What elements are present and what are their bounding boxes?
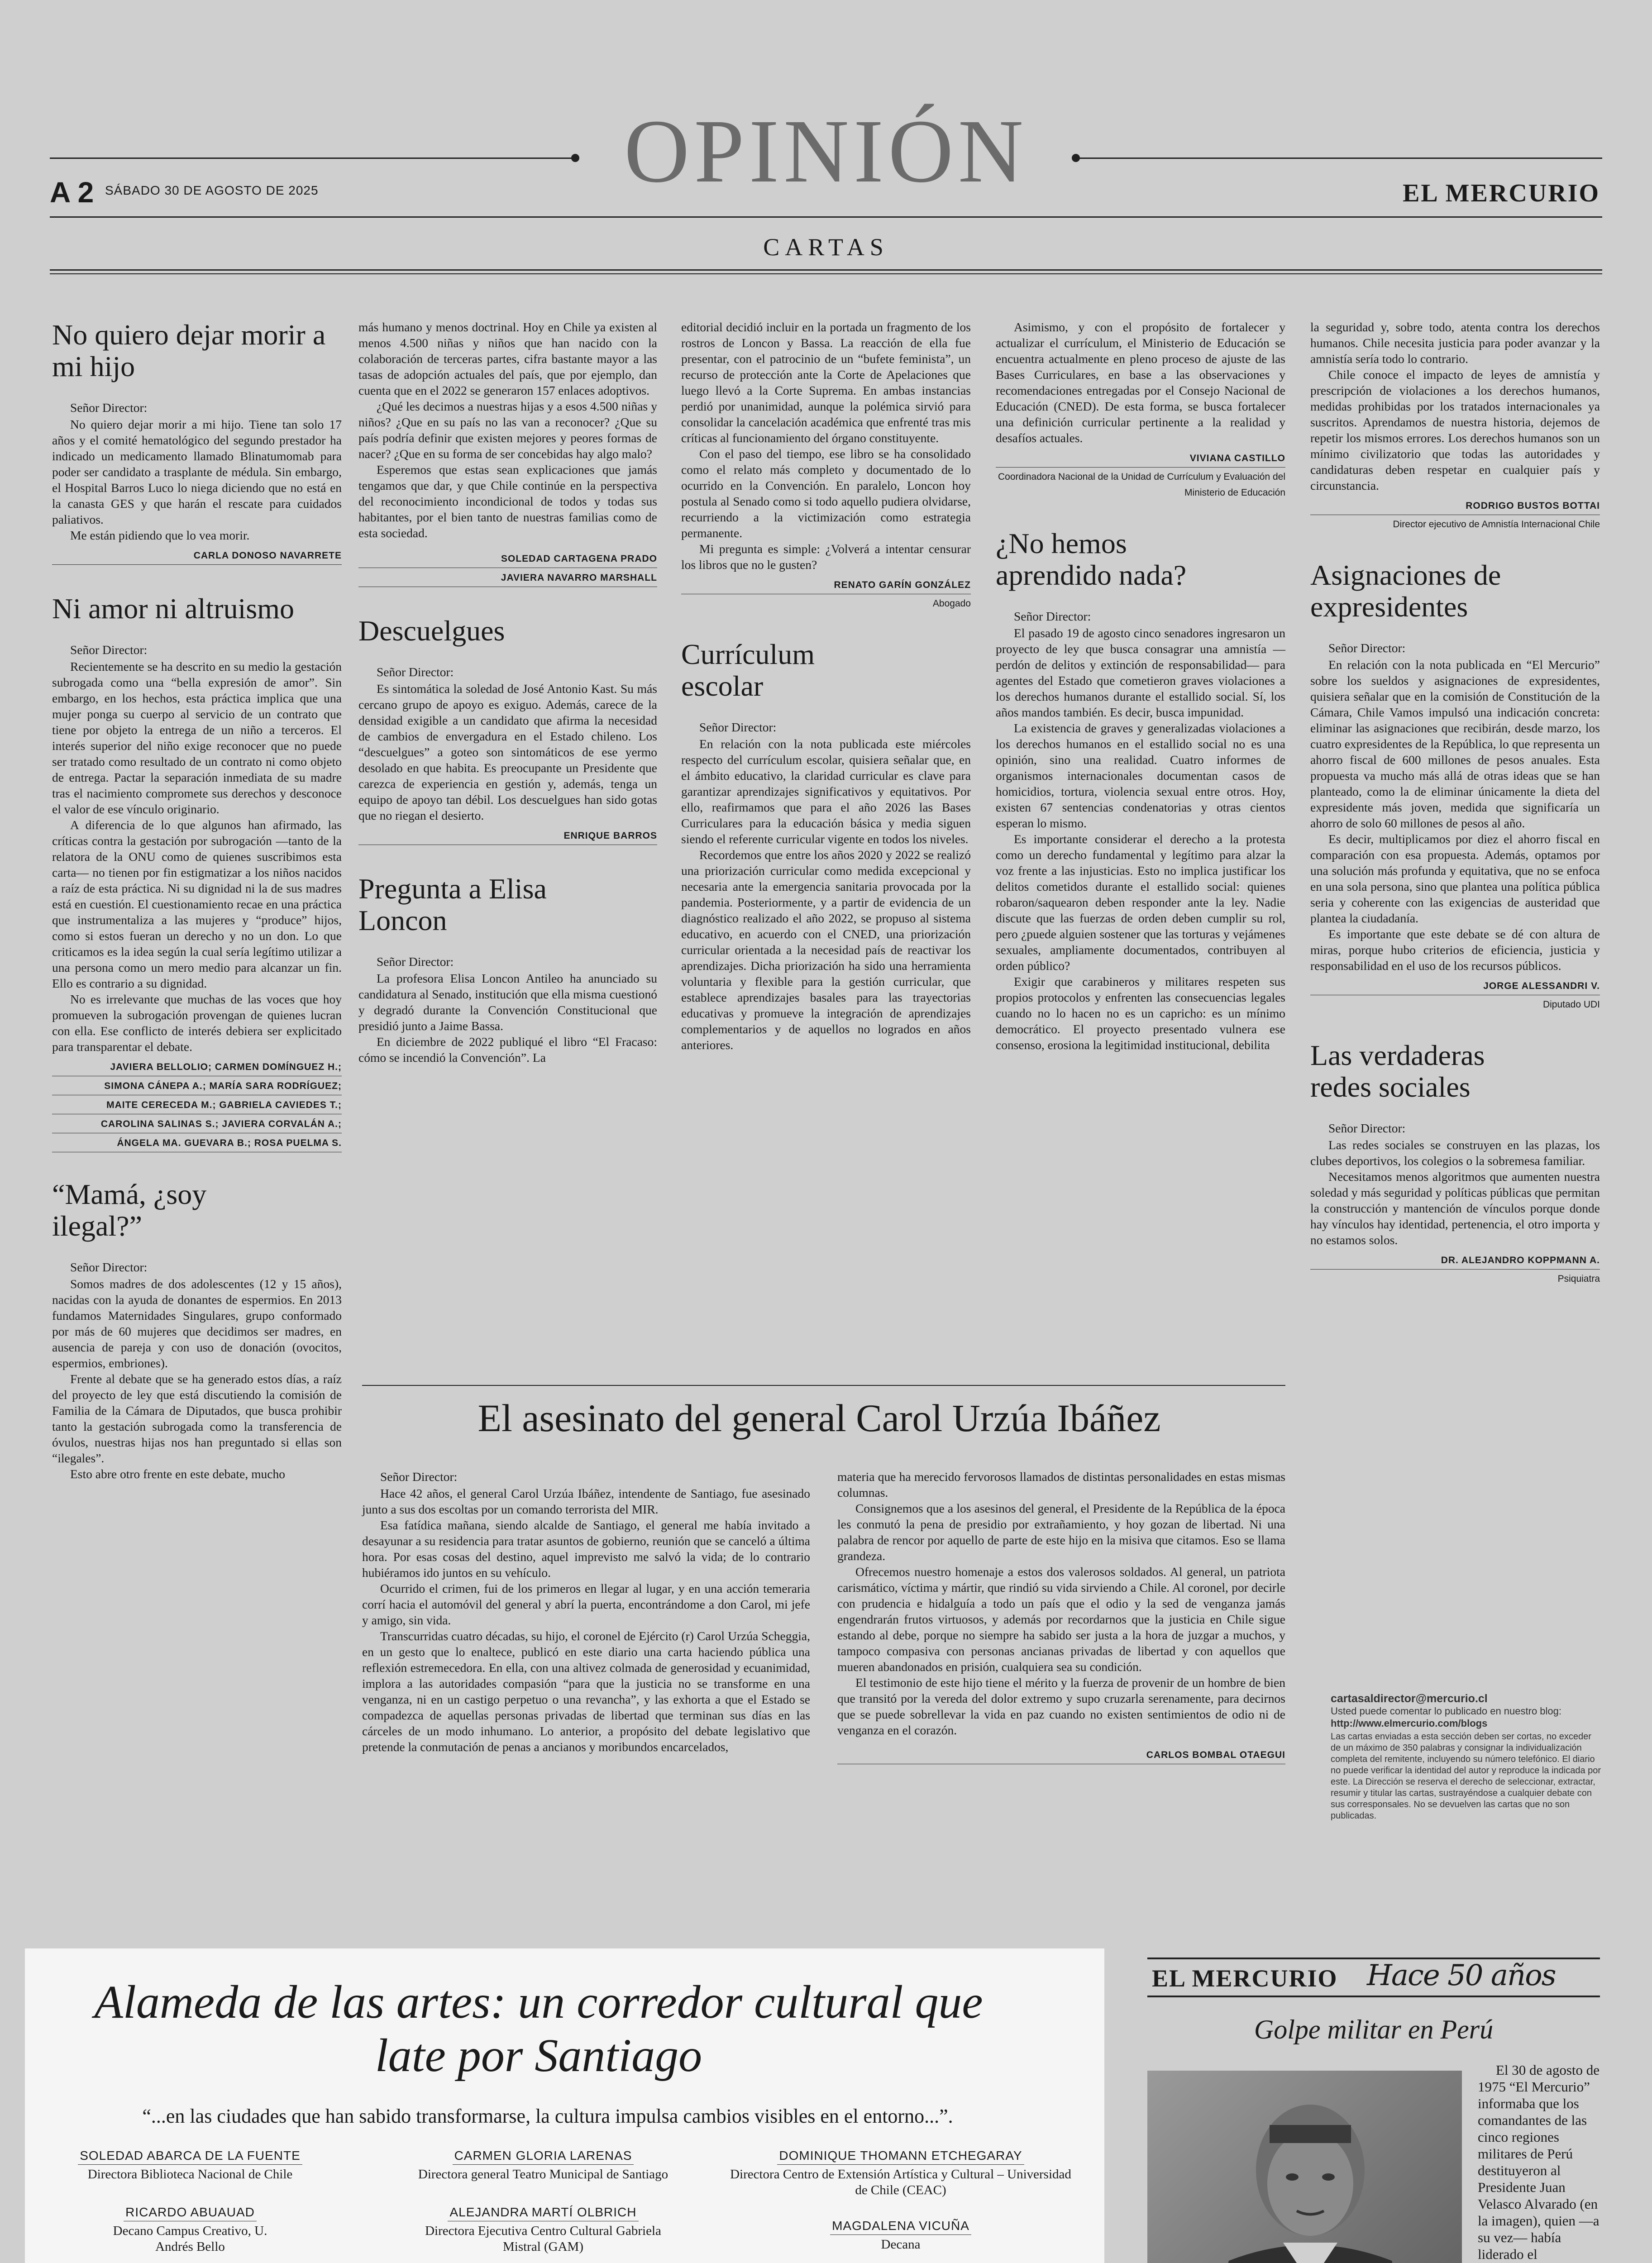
portrait-illustration [1147,2071,1462,2263]
credit-name: MAGDALENA VICUÑA [830,2218,971,2235]
section-title: OPINIÓN [624,101,1028,201]
letter-paragraph: La existencia de graves y generalizadas violaciones a los derechos humanos en el estallido social no es una opinión, sino una realidad. Cuatro informes de organismos internacionales documentan casos de homicidios, tortura, violencia sexual entre otros. Hoy, existen 67 sentencias condenatorias y otras cientos esperan lo mismo. [996,721,1285,830]
letter-paragraph: Frente al debate que se ha generado estos días, a raíz del proyecto de ley que está discutiendo la comisión de Familia de la Cámara de Diputados, que busca prohibir tanto la gestación subrogada como la transferencia de óvulos, nuestras hijas nos han preguntado si ellas son “ilegales”. [52,1372,342,1465]
letter-signature: RENATO GARÍN GONZÁLEZ [681,577,971,594]
alameda-credit [385,2148,702,2182]
letter-paragraph: Con el paso del tiempo, ese libro se ha consolidado como el relato más completo y documentado de lo ocurrido en la Convención. En paralelo, Loncon hoy postula al Senado como si todo aquello pudiera olvidarse, recurriendo a la victimización como estrategia permanente. [681,447,971,540]
letter-paragraph: Las redes sociales se construyen en las plazas, los clubes deportivos, los colegios o la sobremesa familiar. [1310,1138,1600,1168]
letter-loncon [358,873,657,1065]
letter-redes [1310,1040,1600,1287]
letter-paragraph: Necesitamos menos algoritmos que aumenten nuestra soledad y más seguridad y políticas públicas que permitan la construcción y mantención de vínculos porque donde hay vínculos hay identidad, pertenencia, el otro importa y no estamos solos. [1310,1170,1600,1247]
page-number: A 2 [50,176,94,209]
letter-paragraph: Esto abre otro frente en este debate, mucho [70,1467,285,1481]
credit-name: DOMINIQUE THOMANN ETCHEGARAY [777,2148,1024,2165]
letter-salutation: Señor Director: [70,401,148,415]
letter-continuation-fortalecer [996,319,1285,501]
letter-salutation: Señor Director: [1014,609,1091,623]
letter-title: Las verdaderas redes sociales [1310,1039,1485,1103]
letter-signature: DR. ALEJANDRO KOPPMANN A. [1310,1252,1600,1270]
contact-rules: Las cartas enviadas a esta sección deben ser cortas, no exceder de un máximo de 350 palabras y consignar la individualización completa del remitente, incluyendo su número telefónico. El diario no puede verificar la identidad del autor y reproduce la indicada por este. La Dirección se reserva el derecho de seleccionar, extractar, resumir y titular las cartas, sustrayéndose a cualquier debate con sus corresponsales. No se devuelven las cartas que no son publicadas. [1331,1732,1601,1821]
letter-paragraph: más humano y menos doctrinal. Hoy en Chile ya existen al menos 4.500 niñas y niños que han nacido con la colaboración de terceras partes, cifra bastante mayor a las tasas de adopción actuales del país, que por ejemplo, dan cuenta que en el 2022 se generaron 157 enlaces adoptivos. [358,320,657,397]
letter-title: “Mamá, ¿soy ilegal?” [52,1178,207,1242]
urzua-top-rule [362,1385,1285,1386]
contact-blog-text: Usted puede comentar lo publicado en nuestro blog: [1331,1705,1562,1717]
urzua-title: El asesinato del general Carol Urzúa Ibáñez [477,1396,1161,1440]
letter-signature-role: Psiquiatra [1557,1274,1600,1284]
header-dot-left [571,154,579,162]
letter-signature: ENRIQUE BARROS [358,828,657,845]
letter-paragraph: Mi pregunta es simple: ¿Volverá a intentar censurar los libros que no le gusten? [681,542,971,572]
alameda-credit [32,2148,349,2182]
header-rule-bottom-1 [50,269,1602,271]
letter-signature-role: Abogado [932,598,971,609]
letter-paragraph: Esperemos que estas sean explicaciones que jamás tengamos que dar, y que Chile continúe en la perspectiva del reconocimiento incondicional de todos y todas sus habitantes, por el bien tanto de nuestras familias como de esta sociedad. [358,463,657,540]
letter-column-3 [681,319,971,1053]
letter-signature: JAVIERA NAVARRO MARSHALL [358,570,657,587]
letter-signature-role: Coordinadora Nacional de la Unidad de Currículum y Evaluación del Ministerio de Educación [998,472,1285,498]
credit-name: RICARDO ABUAUAD [124,2204,257,2221]
letter-title: Asignaciones de expresidentes [1310,559,1501,623]
letter-title: Ni amor ni altruismo [52,592,295,625]
letters-contact-box [1331,1693,1602,1822]
letter-paragraph: Es decir, multiplicamos por diez el ahorro fiscal en comparación con esa propuesta. Además, optamos por una solución más profunda y equitativa, que no se enfoca en una sola persona, sino que plantea una política pública seria y coherente con las exigencias de austeridad que plantea la ciudadanía. [1310,832,1600,925]
credit-role: Decano Campus Creativo, U. Andrés Bello [113,2224,267,2254]
letter-asignaciones [1310,559,1600,1012]
hace-50-script: Hace 50 años [1367,1959,1556,1992]
letter-paragraph: Hace 42 años, el general Carol Urzúa Ibáñez, intendente de Santiago, fue asesinado junto a sus dos escoltas por un comando terrorista del MIR. [362,1486,810,1516]
letter-title: ¿No hemos aprendido nada? [996,527,1187,591]
letter-paragraph: Recientemente se ha descrito en su medio la gestación subrogada como una “bella expresión de amor”. Sin embargo, en los hechos, esta práctica implica que una mujer ponga su cuerpo al servicio de un contrato que tiene por objeto la entrega de un niño a terceros. El interés superior del niño exige reconocer que no puede ser tratado como resultado de un contrato ni como objeto de entrega. Pactar la separación inmediata de su madre tras el nacimiento compromete sus derechos y desconoce el valor de ese vínculo originario. [52,659,342,816]
letter-paragraph: El pasado 19 de agosto cinco senadores ingresaron un proyecto de ley que busca consagrar una amnistía —perdón de delitos y extinción de responsabilidad— para agentes del Estado que cometieron graves violaciones a los derechos humanos durante el estallido social. Sí, los años mandos también. Es decir, busca impunidad. [996,626,1285,719]
letter-paragraph: la seguridad y, sobre todo, atenta contra los derechos humanos. Chile necesita justicia para poder avanzar y la amnistía sería todo lo contrario. [1310,320,1600,366]
velasco-photo [1147,2071,1462,2263]
page-date: SÁBADO 30 DE AGOSTO DE 2025 [105,183,319,197]
credit-name: CARMEN GLORIA LARENAS [453,2148,634,2165]
letter-column-1 [52,319,342,1482]
letter-paragraph: El testimonio de este hijo tiene el mérito y la fuerza de provenir de un hombre de bien que transitó por la vereda del dolor extremo y supo cruzarla serenamente, para decirnos que se puede sobrellevar la vida en paz cuando no existen sentimientos de odio ni de venganza en el corazón. [837,1676,1285,1737]
credit-role: Directora Ejecutiva Centro Cultural Gabriela Mistral (GAM) [425,2224,661,2254]
letter-salutation: Señor Director: [380,1470,458,1484]
letter-aprendido [996,528,1285,1053]
letter-signature: ÁNGELA MA. GUEVARA B.; ROSA PUELMA S. [52,1135,342,1152]
letter-paragraph: Recordemos que entre los años 2020 y 2022 se realizó una priorización curricular como medida excepcional y necesaria ante la emergencia sanitaria provocada por la pandemia. Posteriormente, y a partir de evidencia de un diagnóstico realizado el año 2022, se propuso al sistema educativo, en acuerdo con el CNED, una priorización curricular orientada a la necesidad país de reactivar los aprendizajes. Dicha priorización ha sido una herramienta voluntaria y flexible para la gestión curricular, que establece aprendizajes basales para las trayectorias educativas y promueve la integración de aprendizajes complementarios y de aquellos no logrados en años anteriores. [681,848,971,1052]
letter-paragraph: Esa fatídica mañana, siendo alcalde de Santiago, el general me había invitado a desayunar a su residencia para tratar asuntos de gobierno, reunión que se canceló a última hora. Por esas cosas del destino, aquel imprevisto me salvó la vida; de lo contrario hubiéramos ido juntos en su vehículo. [362,1518,810,1580]
alameda-credit [32,2204,349,2255]
letter-signature: RODRIGO BUSTOS BOTTAI [1310,498,1600,515]
letter-continuation-seguridad [1310,319,1600,532]
letter-paragraph: Ofrecemos nuestro homenaje a estos dos valerosos soldados. Al general, un patriota carismático, víctima y mártir, que rindió su vida sirviendo a Chile. Al coronel, por decirle con prudencia e hidalguía a todo un país que el odio y la sed de venganza jamás engendrarán frutos virtuosos, y además por recordarnos que la justicia en Chile sigue estando al debe, porque no siempre ha sabido ser justa a la hora de juzgar a muchos, y tampoco compasiva con personas ancianas privadas de libertad y con aquellos que mueren abandonados en prisión, cualquiera sea su condición. [837,1565,1285,1674]
letter-salutation: Señor Director: [377,665,454,679]
letter-mama [52,1179,342,1482]
letter-continuation-editorial [681,319,971,611]
credit-role: Directora Biblioteca Nacional de Chile [87,2167,293,2182]
letter-signature: VIVIANA CASTILLO [996,450,1285,468]
credit-name: SOLEDAD ABARCA DE LA FUENTE [78,2148,302,2165]
masthead: EL MERCURIO [1403,179,1600,207]
letter-salutation: Señor Director: [699,720,777,734]
credit-name: ALEJANDRA MARTÍ OLBRICH [448,2204,638,2221]
letter-paragraph: No es irrelevante que muchas de las voces que hoy promueven la subrogación provengan de quienes lucran con ella. Ese conflicto de interés debiera ser explicitado para transparentar el debate. [52,992,342,1054]
letter-descuelgues [358,615,657,845]
letter-paragraph: En diciembre de 2022 publiqué el libro “El Fracaso: cómo se incendió la Convención”. La [358,1035,657,1065]
letter-ni-amor [52,593,342,1152]
letter-paragraph: materia que ha merecido fervorosos llamados de distintas personalidades en estas mismas columnas. [837,1470,1285,1499]
contact-blog-url[interactable]: http://www.elmercurio.com/blogs [1331,1718,1488,1729]
letter-signature: SIMONA CÁNEPA A.; MARÍA SARA RODRÍGUEZ; [52,1078,342,1095]
header-dot-right [1072,154,1080,162]
letter-signature: CARLA DONOSO NAVARRETE [52,548,342,565]
letter-column-5 [1310,319,1600,1287]
letter-paragraph: Chile conoce el impacto de leyes de amnistía y prescripción de violaciones a los derechos humanos, medidas prohibidas por los tratados internacionales ya suscritos. Aprendamos de nuestra historia, dejemos de repetir los mismos errores. Los derechos humanos son un mínimo civilizatorio que todas las autoridades y candidaturas deben respetar en cualquier país y circunstancia. [1310,368,1600,492]
letter-paragraph: Transcurridas cuatro décadas, su hijo, el coronel de Ejército (r) Carol Urzúa Scheggia, en un gesto que lo enaltece, publicó en este diario una carta haciendo pública una reflexión estremecedora. En ella, con una altivez colmada de generosidad y ecuanimidad, implora a las autoridades compasión “para que la justicia no se transforme en una venganza, ni en un castigo perpetuo o una revancha”, y las exhorta a que el Estado se compadezca de aquellas personas privadas de libertad que terminan sus días en las cárceles de un modo inhumano. Lo anterior, a propósito del debate legislativo que pretende la conmutación de penas a ancianos y moribundos encarcelados, [362,1629,810,1754]
letter-paragraph: Es sintomática la soledad de José Antonio Kast. Su más cercano grupo de apoyo es exiguo. Además, carece de la densidad exigible a un candidato que afirma la necesidad de cambios de envergadura en el Estado chileno. Los “descuelgues” a goteo son sintomáticos de ese yermo desolado en que habita. Es preocupante un Presidente que carezca de experiencia en gestión y, además, tenga un equipo de apoyo tan débil. Los descuelgues han sido gotas que no riegan el desierto. [358,682,657,822]
urzua-column-2 [837,1469,1285,1764]
letter-signature: CAROLINA SALINAS S.; JAVIERA CORVALÁN A.; [52,1116,342,1133]
alameda-credit [729,2148,1073,2198]
letter-signature: SOLEDAD CARTAGENA PRADO [358,551,657,568]
letter-salutation: Señor Director: [1328,1121,1406,1135]
letter-salutation: Señor Director: [377,955,454,969]
contact-email[interactable]: cartasaldirector@mercurio.cl [1331,1692,1488,1705]
letter-title: Pregunta a Elisa Loncon [358,873,547,936]
letter-no-quiero [52,319,342,565]
letter-signature-role: Director ejecutivo de Amnistía Internacional Chile [1393,519,1600,530]
alameda-credit [385,2204,702,2255]
credit-role: Directora Centro de Extensión Artística y Cultural – Universidad de Chile (CEAC) [730,2167,1071,2197]
header-rule-right [1077,158,1602,159]
hace-50-title: Golpe militar en Perú [1254,2015,1494,2044]
alameda-subtitle: “...en las ciudades que han sabido transformarse, la cultura impulsa cambios visibles en el entorno...”. [142,2105,953,2127]
hace-50-intro [1478,2062,1609,2263]
letter-paragraph: A diferencia de lo que algunos han afirmado, las críticas contra la gestación por subrogación —tanto de la relatora de la ONU como de quienes suscribimos esta carta— no tienen por fin estigmatizar a los niños nacidos a raíz de esta práctica. Ni su dignidad ni la de sus madres está en cuestión. El cuestionamiento recae en una práctica que instrumentaliza a las mujeres y “produce” hijos, como si estos fueran un derecho y no un don. Lo que criticamos es la idea según la cual sería legítimo utilizar a una persona como un mero medio para alcanzar un fin. Ello es contrario a su dignidad. [52,818,342,990]
letter-paragraph: Es importante que este debate se dé con altura de miras, porque hubo criterios de eficiencia, justicia y responsabilidad en el uso de los recursos públicos. [1310,927,1600,973]
subsection-title: CARTAS [763,234,889,261]
letter-paragraph: ¿Qué les decimos a nuestras hijas y a esos 4.500 niñas y niños? ¿Que en su país no las van a reconocer? ¿Que su país podría definir que existen mejores y peores formas de nacer? ¿Que en su forma de ser concebidas hay algo malo? [358,399,657,461]
letter-paragraph: Consignemos que a los asesinos del general, el Presidente de la República de la época les conmutó la pena de presidio por extrañamiento, y hoy gozan de libertad. Ni una palabra de rencor por aquello de parte de este hijo en la misiva que citamos. Eso se llama grandeza. [837,1501,1285,1563]
hace-50-masthead: EL MERCURIO [1152,1965,1338,1992]
letter-paragraph: editorial decidió incluir en la portada un fragmento de los rostros de Loncon y Bassa. La reacción de ella fue presentar, con el patrocinio de un “bufete feminista”, un recurso de protección ante la Corte de Apelaciones que luego llevó a la Corte Suprema. En ambas instancias perdió por unanimidad, aunque la polémica sirvió para consolidar la cancelación académica que enfrenté tras mis críticas al funcionamiento del órgano constituyente. [681,320,971,445]
letter-paragraph: Somos madres de dos adolescentes (12 y 15 años), nacidas con la ayuda de donantes de espermios. En 2013 fundamos Maternidades Singulares, grupo conformado por más de 60 mujeres que decidimos ser madres, en ausencia de pareja y con uso de donación (ovocitos, espermios, embriones). [52,1277,342,1370]
letter-salutation: Señor Director: [70,1260,148,1274]
letter-paragraph: En relación con la nota publicada en “El Mercurio” sobre los sueldos y asignaciones de expresidentes, quisiera señalar que en la comisión de Constitución de la Cámara, Chile Vamos impulsó una indicación concreta: eliminar las asignaciones que recibirán, desde marzo, los cuatro expresidentes de la República, lo que representa un ahorro fiscal de 600 millones de pesos anuales. Esta propuesta va mucho más allá de otras ideas que se han planteado, como la de eliminar únicamente la dieta del expresidente más joven, medida que significaría un ahorro de solo 60 millones de pesos al año. [1310,658,1600,830]
letter-signature: JAVIERA BELLOLIO; CARMEN DOMÍNGUEZ H.; [52,1059,342,1076]
letter-title: No quiero dejar morir a mi hijo [52,319,326,382]
letter-paragraph: La profesora Elisa Loncon Antileo ha anunciado su candidatura al Senado, institución que ella misma cuestionó y degradó durante la Convención Constitucional que presidió junto a Jaime Bassa. [358,971,657,1033]
letter-column-2 [358,319,657,1065]
letter-paragraph: Ocurrido el crimen, fui de los primeros en llegar al lugar, y en una acción temeraria corrí hacia el automóvil del general y abrí la puerta, encontrándome a don Carol, mi jefe y amigo, sin vida. [362,1581,810,1627]
letter-salutation: Señor Director: [1328,641,1406,655]
letter-title: Descuelgues [358,615,505,647]
header-rule-bottom-2 [50,273,1602,274]
letter-signature-role: Diputado UDI [1542,999,1600,1010]
letter-curriculum [681,639,971,1053]
letter-paragraph: Asimismo, y con el propósito de fortalecer y actualizar el currículum, el Ministerio de Educación se encuentra actualmente en pleno proceso de ajuste de las Bases Curriculares, en base a las observaciones y recomendaciones entregadas por el Consejo Nacional de Educación (CNED). De esta forma, se busca fortalecer una definición curricular pertinente a la realidad y desafíos actuales. [996,320,1285,445]
header-rule-full [50,216,1602,218]
alameda-title: Alameda de las artes: un corredor cultural que late por Santiago [94,1976,983,2082]
letter-paragraph: Es importante considerar el derecho a la protesta como un derecho fundamental y legítimo para alzar la voz frente a las injusticias. Esto no implica justificar los delitos cometidos durante el estallido social: quienes robaron/saquearon deben responder ante la ley. Nadie discute que las fuerzas de orden deben cumplir su rol, pero ¿puede alguien sostener que las torturas y vejámenes sexuales, ampliamente documentados, contribuyen al orden público? [996,832,1285,973]
credit-role: Decana [881,2237,921,2252]
header-rule-left [50,158,575,159]
alameda-credit [729,2218,1073,2253]
letter-title: Currículum escolar [681,638,815,702]
letter-paragraph: No quiero dejar morir a mi hijo. Tiene tan solo 17 años y el comité hematológico del segundo prestador ha indicado un medicamento llamado Blinatumomab para poder ser candidato a trasplante de médula. Sin embargo, el Hospital Barros Luco lo niega diciendo que no está en la canasta GES y que harán el rescate para cuidados paliativos. [52,417,342,526]
urzua-column-1 [362,1469,810,1755]
article-paragraph: El 30 de agosto de 1975 “El Mercurio” informaba que los comandantes de las cinco regiones militares de Perú destituyeron al Presidente Juan Velasco Alvarado (en la imagen), quien —a su vez— había liderado el [1478,2062,1600,2262]
letter-column-4 [996,319,1285,1053]
letter-continuation-humano [358,319,657,587]
letter-signature: JORGE ALESSANDRI V. [1310,978,1600,995]
letter-signature: CARLOS BOMBAL OTAEGUI [837,1747,1285,1764]
letter-paragraph: Me están pidiendo que lo vea morir. [70,528,250,542]
letter-paragraph: En relación con la nota publicada este miércoles respecto del currículum escolar, quisiera señalar que, en el ámbito educativo, la claridad curricular es clave para garantizar aprendizajes significativos y equitativos. Por ello, reafirmamos que para el año 2026 las Bases Curriculares para la educación básica y media siguen siendo el referente curricular vigente en todos los niveles. [681,737,971,846]
letter-signature: MAITE CERECEDA M.; GABRIELA CAVIEDES T.; [52,1097,342,1114]
letter-paragraph: Exigir que carabineros y militares respeten sus propios protocolos y enfrenten las consecuencias legales cuando no lo hacen no es un capricho: es un mínimo democrático. El proyecto presentado vulnera ese consenso, erosiona la legitimidad institucional, debilita [996,974,1285,1052]
credit-role: Directora general Teatro Municipal de Santiago [418,2167,668,2182]
letter-salutation: Señor Director: [70,643,148,657]
